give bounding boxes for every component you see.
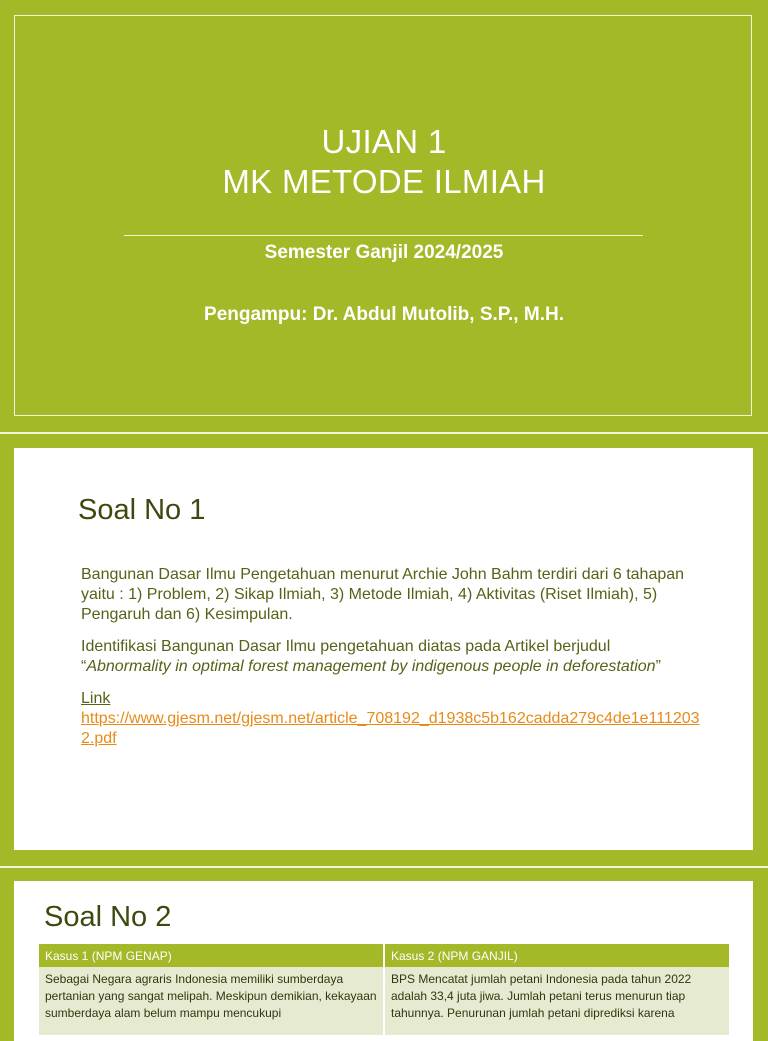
question-1-paragraph-1: Bangunan Dasar Ilmu Pengetahuan menurut Archie John Bahm terdiri dari 6 tahapan yaitu : 1) Problem, 2) Sikap Ilmiah, 3) Metode Ilmiah, 4) Aktivitas (Riset Ilmiah), 5) Pengaruh dan 6) Kesimpulan.	[81, 566, 685, 623]
table-header-case-1: Kasus 1 (NPM GENAP)	[39, 944, 384, 967]
question-1-body	[81, 565, 701, 749]
link-label: Link	[81, 690, 111, 707]
paragraph-2-prefix: Identifikasi Bangunan Dasar Ilmu pengetahuan diatas pada Artikel berjudul “	[81, 638, 611, 675]
table-header-case-2: Kasus 2 (NPM GANJIL)	[384, 944, 729, 967]
article-title: Abnormality in optimal forest management by indigenous people in deforestation	[86, 658, 656, 675]
table-cell-case-2: BPS Mencatat jumlah petani Indonesia pada tahun 2022 adalah 33,4 juta jiwa. Jumlah petani terus menurun tiap tahunnya. Penurunan jumlah petani diprediksi karena	[384, 967, 729, 1035]
question-2-heading: Soal No 2	[44, 901, 172, 933]
table-cell-case-1: Sebagai Negara agraris Indonesia memiliki sumberdaya pertanian yang sangat melipah. Meskipun demikian, kekayaan sumberdaya alam belum mampu mencukupi	[39, 967, 384, 1035]
question-1-paragraph-2	[81, 637, 701, 677]
table-header-row	[39, 944, 729, 967]
question-2-slide	[14, 881, 753, 1041]
title-line-1: UJIAN 1	[321, 123, 447, 160]
slide-title	[0, 122, 768, 202]
title-line-2: MK METODE ILMIAH	[222, 163, 546, 200]
article-link[interactable]: https://www.gjesm.net/gjesm.net/article_708192_d1938c5b162cadda279c4de1e1112032.pdf	[81, 710, 700, 747]
case-table	[39, 944, 729, 1035]
link-block	[81, 689, 701, 749]
slide-separator-2	[0, 866, 768, 868]
title-slide-frame	[14, 15, 752, 416]
table-row	[39, 967, 729, 1035]
title-slide	[0, 0, 768, 432]
lecturer-subtitle: Pengampu: Dr. Abdul Mutolib, S.P., M.H.	[204, 304, 564, 325]
question-1-heading: Soal No 1	[78, 494, 206, 526]
slide-separator	[0, 432, 768, 434]
paragraph-2-suffix: ”	[655, 658, 661, 675]
question-1-slide	[14, 448, 753, 850]
title-divider	[124, 235, 643, 236]
semester-subtitle: Semester Ganjil 2024/2025	[264, 242, 504, 263]
